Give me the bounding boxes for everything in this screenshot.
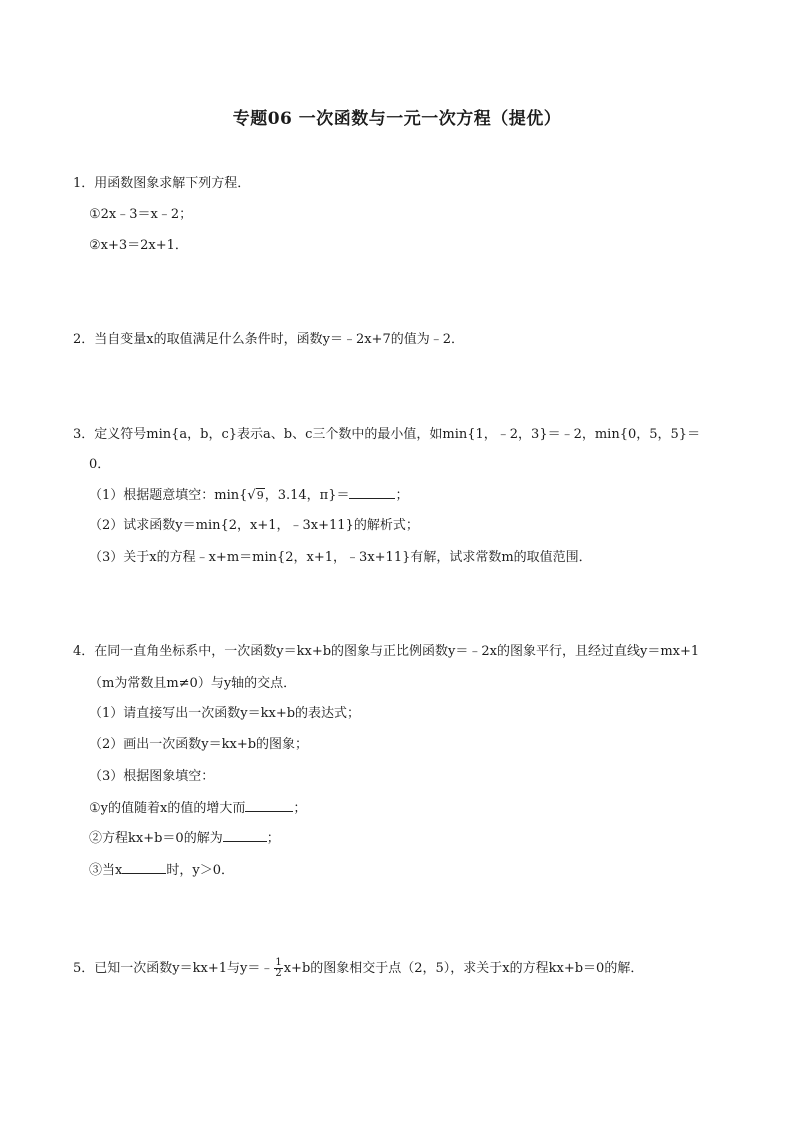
question-1-part-1: ①2x﹣3＝x﹣2； <box>89 207 193 222</box>
question-1-part-2: ②x+3＝2x+1． <box>89 238 188 253</box>
question-1-stem: 1．用函数图象求解下列方程． <box>73 176 251 191</box>
question-3-sub-2: （2）试求函数y＝min{2，x+1，﹣3x+11}的解析式； <box>89 518 419 533</box>
answer-blank <box>223 829 267 842</box>
question-3-sub-1-end: ； <box>395 488 409 503</box>
question-4-fill-1 <box>89 799 306 818</box>
question-4-fill-2 <box>89 829 280 848</box>
question-3-sub-1 <box>89 486 408 505</box>
answer-blank <box>122 861 166 874</box>
answer-blank <box>245 799 293 812</box>
question-4-sub-2: （2）画出一次函数y＝kx+b的图象； <box>89 737 309 752</box>
question-3-sub-1-prefix: （1）根据题意填空：min{ <box>89 488 248 503</box>
question-5-suffix: x+b的图象相交于点（2，5），求关于x的方程kx+b＝0的解． <box>283 961 644 976</box>
question-5-stem <box>73 958 643 979</box>
question-5-prefix: 5．已知一次函数y＝kx+1与y＝﹣ <box>73 961 274 976</box>
question-3-stem-line-2: 0． <box>89 457 111 472</box>
question-4-fill-2-end: ； <box>266 831 280 846</box>
question-4-sub-3: （3）根据图象填空： <box>89 769 215 784</box>
answer-blank <box>349 486 395 499</box>
fraction-numerator: 1 <box>275 957 282 968</box>
sqrt-symbol: √9 <box>247 488 264 503</box>
question-4-stem-line-2: （m为常数且m≠0）与y轴的交点． <box>89 676 297 691</box>
question-2-stem: 2．当自变量x的取值满足什么条件时，函数y＝﹣2x+7的值为﹣2． <box>73 332 464 347</box>
question-4-fill-1-text: ①y的值随着x的值的增大而 <box>89 801 246 816</box>
question-4-fill-3-suffix: 时，y＞0． <box>166 863 234 878</box>
page-title: 专题06 一次函数与一元一次方程（提优） <box>232 109 562 129</box>
question-3-stem-line-1: 3．定义符号min{a，b，c}表示a、b、c三个数中的最小值，如min{1，﹣2，3}＝﹣2，min{0，5，5}＝ <box>73 427 701 442</box>
fraction <box>274 958 282 979</box>
question-3-sub-3: （3）关于x的方程﹣x+m＝min{2，x+1，﹣3x+11}有解，试求常数m的取值范围． <box>89 550 592 565</box>
question-4-fill-1-end: ； <box>293 801 307 816</box>
sqrt-radicand: 9 <box>256 489 264 502</box>
question-4-sub-1: （1）请直接写出一次函数y＝kx+b的表达式； <box>89 706 361 721</box>
question-4-fill-2-text: ②方程kx+b＝0的解为 <box>89 831 223 846</box>
question-3-sub-1-suffix: ，3.14，π}＝ <box>264 488 350 503</box>
question-4-fill-3 <box>89 861 234 880</box>
question-4-fill-3-prefix: ③当x <box>89 863 123 878</box>
fraction-denominator: 2 <box>275 968 282 979</box>
question-4-stem-line-1: 4．在同一直角坐标系中，一次函数y＝kx+b的图象与正比例函数y＝﹣2x的图象平行，且经过直线y＝mx+1 <box>73 644 700 659</box>
